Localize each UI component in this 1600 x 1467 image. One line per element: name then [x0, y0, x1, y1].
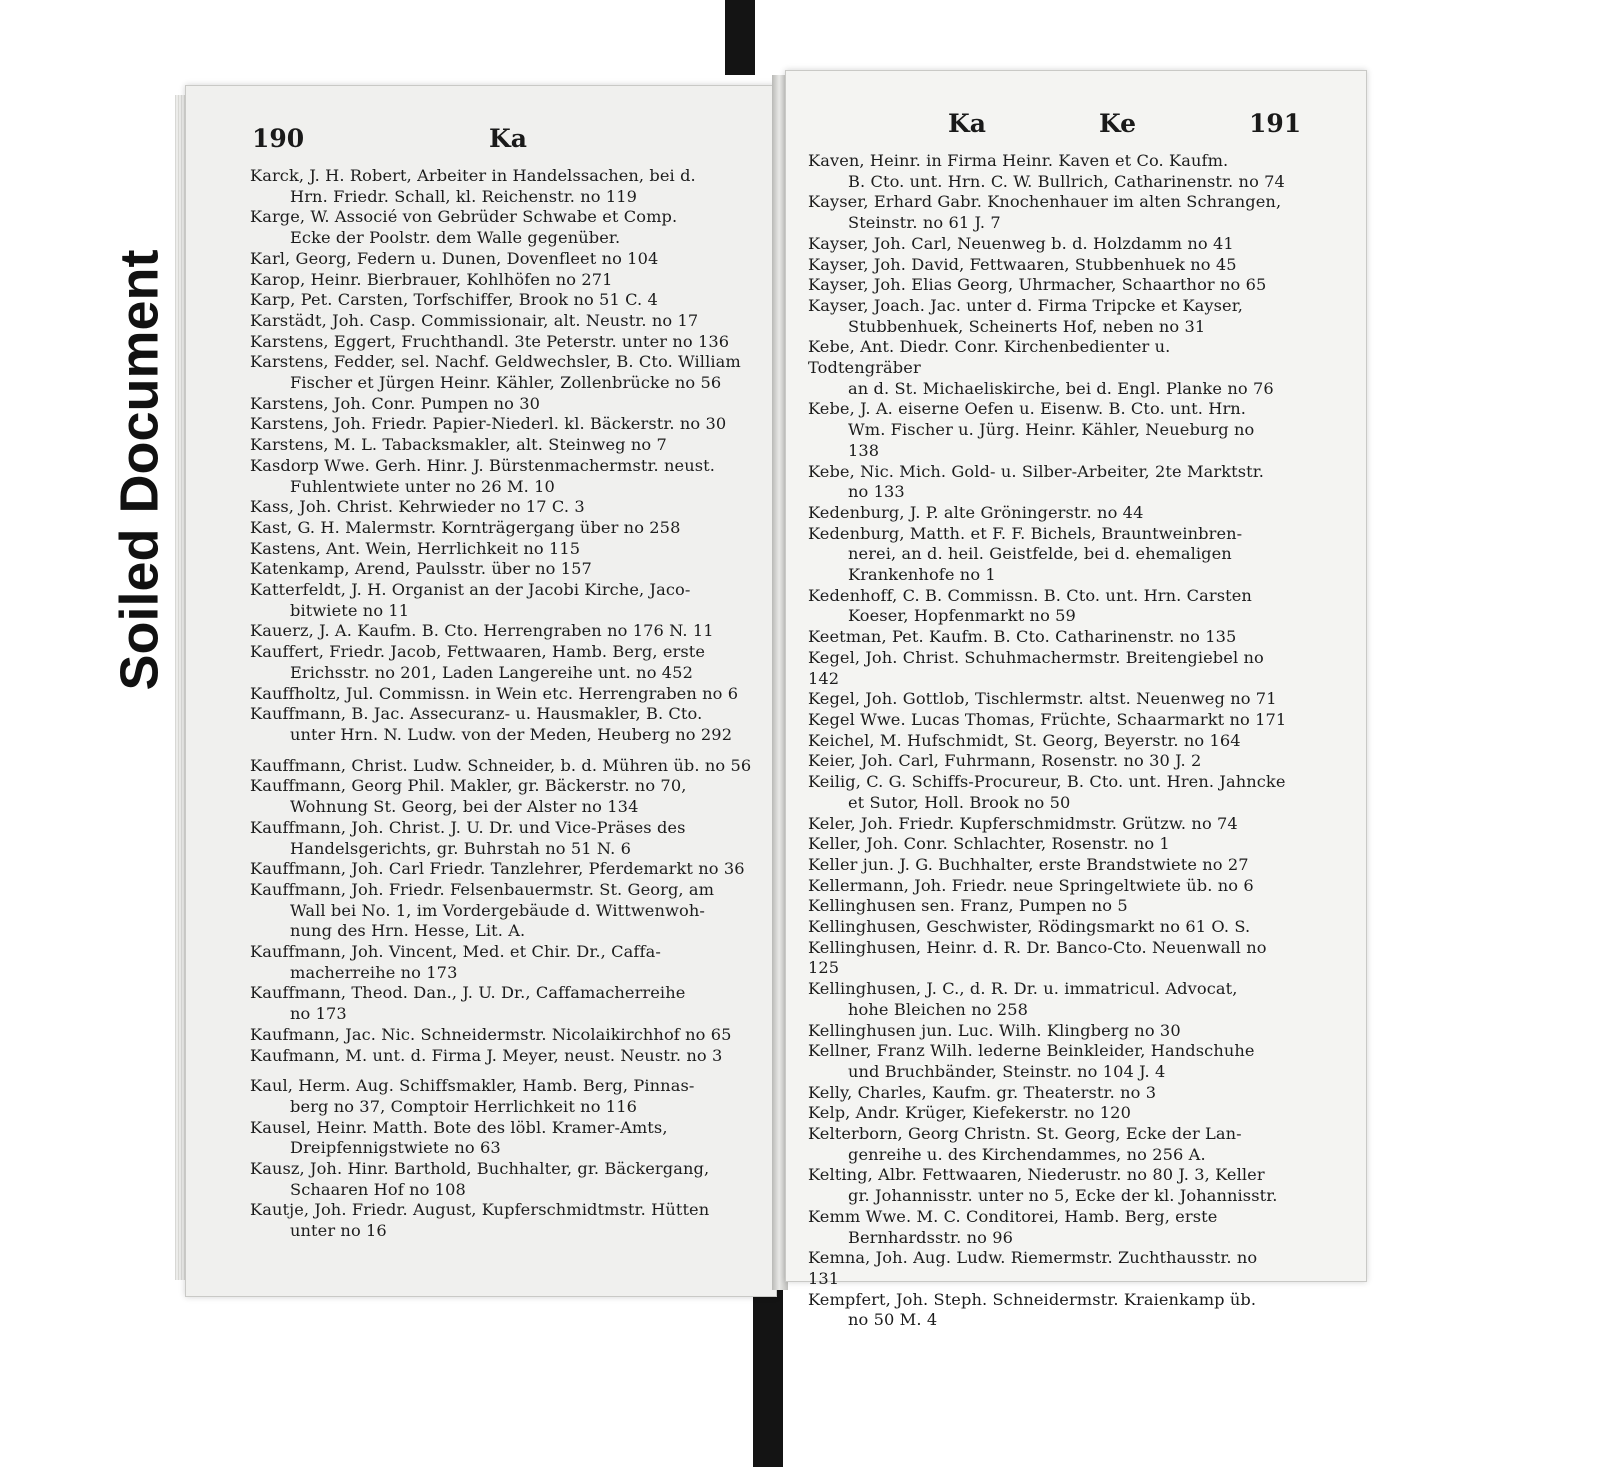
entry-continuation: bitwiete no 11 — [290, 600, 410, 620]
entry-continuation: no 173 — [290, 1004, 347, 1024]
entry-text: Kellinghusen, Geschwister, Rödingsmarkt no 61 O. S. — [808, 917, 1251, 937]
directory-entry — [250, 394, 756, 415]
entry-text: Kayser, Erhard Gabr. Knochenhauer im alten Schrangen, — [808, 192, 1282, 212]
entry-continuation: Hrn. Friedr. Schall, kl. Reichenstr. no 119 — [290, 186, 638, 206]
entry-text: Kegel, Joh. Christ. Schuhmachermstr. Breitengiebel no 142 — [808, 647, 1264, 688]
entry-text: Kaufmann, M. unt. d. Firma J. Meyer, neust. Neustr. no 3 — [250, 1045, 723, 1065]
entry-text: Katenkamp, Arend, Paulsstr. über no 157 — [250, 559, 592, 579]
entry-text: Kemna, Joh. Aug. Ludw. Riemermstr. Zuchthausstr. no 131 — [808, 1248, 1258, 1288]
directory-entry — [250, 539, 756, 560]
directory-entry — [250, 1200, 756, 1241]
entry-continuation: Ecke der Poolstr. dem Walle gegenüber. — [290, 228, 621, 248]
running-head: Ka — [489, 124, 527, 153]
directory-entry — [808, 689, 1288, 710]
entry-text: Kayser, Joh. David, Fettwaaren, Stubbenhuek no 45 — [808, 254, 1237, 274]
directory-entry — [250, 290, 756, 311]
entry-text: Karp, Pet. Carsten, Torfschiffer, Brook no 51 C. 4 — [250, 290, 658, 310]
directory-entry — [250, 435, 756, 456]
directory-entry — [808, 1103, 1288, 1124]
directory-entry — [250, 352, 756, 393]
directory-entry — [808, 399, 1288, 461]
entry-text: Kebe, J. A. eiserne Oefen u. Eisenw. B. Cto. unt. Hrn. — [808, 399, 1247, 419]
directory-entry — [250, 1025, 756, 1046]
entry-text: Keller, Joh. Conr. Schlachter, Rosenstr. no 1 — [808, 834, 1170, 854]
entry-text: Kedenburg, Matth. et F. F. Bichels, Brauntweinbren- — [808, 523, 1243, 543]
entry-gap — [250, 1066, 756, 1076]
entry-text: Kellner, Franz Wilh. lederne Beinkleider, Handschuhe — [808, 1041, 1255, 1061]
entry-continuation: Koeser, Hopfenmarkt no 59 — [848, 606, 1076, 626]
entry-text: Kellermann, Joh. Friedr. neue Springeltwiete üb. no 6 — [808, 875, 1254, 895]
directory-entry — [250, 704, 756, 745]
entry-text: Kebe, Ant. Diedr. Conr. Kirchenbedienter u. Todtengräber — [808, 337, 1171, 378]
directory-entry — [808, 503, 1288, 524]
directory-entry — [808, 834, 1288, 855]
open-book — [175, 70, 1390, 1330]
directory-entry — [808, 648, 1288, 689]
entry-continuation: unter no 16 — [290, 1221, 387, 1241]
label-text: Soiled Document — [110, 249, 171, 691]
running-head-left: Ka — [948, 109, 986, 138]
directory-entry — [808, 524, 1288, 586]
entry-text: Kelp, Andr. Krüger, Kiefekerstr. no 120 — [808, 1103, 1131, 1123]
directory-entry — [808, 1207, 1288, 1248]
entry-text: Kedenhoff, C. B. Commissn. B. Cto. unt. Hrn. Carsten — [808, 585, 1252, 605]
entry-text: Kauffholtz, Jul. Commissn. in Wein etc. Herrengraben no 6 — [250, 683, 739, 703]
directory-entry — [250, 983, 756, 1024]
entry-text: Kemm Wwe. M. C. Conditorei, Hamb. Berg, erste — [808, 1206, 1218, 1226]
directory-entry — [250, 1076, 756, 1117]
entry-text: Karstens, Joh. Conr. Pumpen no 30 — [250, 393, 541, 413]
entry-continuation: Krankenhofe no 1 — [848, 565, 996, 585]
entry-text: Kayser, Joh. Carl, Neuenweg b. d. Holzdamm no 41 — [808, 233, 1234, 253]
directory-entry — [250, 311, 756, 332]
entry-text: Karge, W. Associé von Gebrüder Schwabe et Comp. — [250, 207, 678, 227]
entry-text: Kauffmann, Joh. Christ. J. U. Dr. und Vice-Präses des — [250, 817, 686, 837]
directory-entry — [250, 270, 756, 291]
binding-tape-bottom — [753, 1275, 783, 1467]
page-number: 191 — [1249, 109, 1302, 138]
entry-text: Keller jun. J. G. Buchhalter, erste Brandstwiete no 27 — [808, 854, 1249, 874]
page-number: 190 — [252, 124, 305, 153]
directory-entry — [808, 1083, 1288, 1104]
directory-entry — [808, 772, 1288, 813]
entry-text: Kempfert, Joh. Steph. Schneidermstr. Kraienkamp üb. — [808, 1289, 1257, 1309]
entry-continuation: an d. St. Michaeliskirche, bei d. Engl. Planke no 76 — [848, 378, 1274, 398]
entry-continuation: Erichsstr. no 201, Laden Langereihe unt. no 452 — [290, 662, 693, 682]
entry-continuation: berg no 37, Comptoir Herrlichkeit no 116 — [290, 1096, 637, 1116]
entry-text: Karstens, Joh. Friedr. Papier-Niederl. kl. Bäckerstr. no 30 — [250, 414, 727, 434]
entry-continuation: Schaaren Hof no 108 — [290, 1179, 466, 1199]
directory-entry — [250, 207, 756, 248]
entry-text: Kauffmann, Christ. Ludw. Schneider, b. d. Mühren üb. no 56 — [250, 755, 752, 775]
entry-text: Kauffmann, Joh. Carl Friedr. Tanzlehrer, Pferdemarkt no 36 — [250, 859, 745, 879]
directory-entry — [250, 1046, 756, 1067]
entry-continuation: Stubbenhuek, Scheinerts Hof, neben no 31 — [848, 316, 1206, 336]
entry-text: Kedenburg, J. P. alte Gröningerstr. no 44 — [808, 502, 1144, 522]
entry-text: Karstens, Eggert, Fruchthandl. 3te Peterstr. unter no 136 — [250, 331, 730, 351]
entry-text: Kaven, Heinr. in Firma Heinr. Kaven et Co. Kaufm. — [808, 151, 1229, 170]
entry-text: Kausz, Joh. Hinr. Barthold, Buchhalter, gr. Bäckergang, — [250, 1159, 710, 1179]
directory-entry — [250, 642, 756, 683]
entry-continuation: nerei, an d. heil. Geistfelde, bei d. ehemaligen — [848, 544, 1232, 564]
entry-continuation: hohe Bleichen no 258 — [848, 999, 1029, 1019]
directory-entry — [808, 627, 1288, 648]
directory-entry — [808, 234, 1288, 255]
directory-entry — [250, 518, 756, 539]
entry-continuation: nung des Hrn. Hesse, Lit. A. — [290, 921, 526, 941]
directory-entry — [808, 1165, 1288, 1206]
left-page — [185, 85, 777, 1297]
directory-entry — [808, 1021, 1288, 1042]
entry-text: Kauerz, J. A. Kaufm. B. Cto. Herrengraben no 176 N. 11 — [250, 621, 714, 641]
entry-text: Kayser, Joh. Elias Georg, Uhrmacher, Schaarthor no 65 — [808, 275, 1267, 295]
directory-entry — [250, 332, 756, 353]
binding-tape-top — [725, 0, 755, 75]
directory-entry — [808, 938, 1288, 979]
entry-text: Kass, Joh. Christ. Kehrwieder no 17 C. 3 — [250, 497, 585, 517]
directory-entry — [250, 497, 756, 518]
directory-entry — [250, 756, 756, 777]
directory-entry — [808, 876, 1288, 897]
directory-entry — [250, 684, 756, 705]
entry-continuation: Fuhlentwiete unter no 26 M. 10 — [290, 476, 555, 496]
directory-entry — [250, 414, 756, 435]
directory-entry — [250, 776, 756, 817]
right-page-header — [786, 109, 1366, 149]
entry-text: Karop, Heinr. Bierbrauer, Kohlhöfen no 271 — [250, 269, 613, 289]
entry-text: Kellinghusen, Heinr. d. R. Dr. Banco-Cto. Neuenwall no 125 — [808, 937, 1267, 978]
right-entries-list — [786, 151, 1366, 1331]
directory-entry — [808, 751, 1288, 772]
entry-text: Kaufmann, Jac. Nic. Schneidermstr. Nicolaikirchhof no 65 — [250, 1024, 732, 1044]
directory-entry — [808, 896, 1288, 917]
entry-text: Kauffmann, Joh. Friedr. Felsenbauermstr. St. Georg, am — [250, 879, 715, 899]
entry-gap — [250, 746, 756, 756]
directory-entry — [808, 731, 1288, 752]
directory-entry — [250, 818, 756, 859]
directory-entry — [808, 1124, 1288, 1165]
directory-entry — [808, 586, 1288, 627]
entry-text: Kasdorp Wwe. Gerh. Hinr. J. Bürstenmachermstr. neust. — [250, 455, 716, 475]
entry-continuation: und Bruchbänder, Steinstr. no 104 J. 4 — [848, 1061, 1166, 1081]
directory-entry — [250, 621, 756, 642]
entry-continuation: gr. Johannisstr. unter no 5, Ecke der kl. Johannisstr. — [848, 1186, 1278, 1206]
directory-entry — [250, 580, 756, 621]
entry-continuation: Fischer et Jürgen Heinr. Kähler, Zollenbrücke no 56 — [290, 373, 722, 393]
entry-text: Kayser, Joach. Jac. unter d. Firma Tripcke et Kayser, — [808, 295, 1244, 315]
entry-text: Kausel, Heinr. Matth. Bote des löbl. Kramer-Amts, — [250, 1117, 668, 1137]
entry-text: Keier, Joh. Carl, Fuhrmann, Rosenstr. no 30 J. 2 — [808, 751, 1202, 771]
entry-continuation: no 50 M. 4 — [848, 1310, 938, 1330]
entry-text: Karstädt, Joh. Casp. Commissionair, alt. Neustr. no 17 — [250, 310, 699, 330]
entry-text: Kelly, Charles, Kaufm. gr. Theaterstr. no 3 — [808, 1082, 1157, 1102]
entry-continuation: unter Hrn. N. Ludw. von der Meden, Heuberg no 292 — [290, 724, 733, 744]
directory-entry — [250, 456, 756, 497]
entry-continuation: Wall bei No. 1, im Vordergebäude d. Wittwenwoh- — [290, 900, 705, 920]
directory-entry — [808, 337, 1288, 399]
directory-entry — [808, 710, 1288, 731]
entry-text: Kautje, Joh. Friedr. August, Kupferschmidtmstr. Hütten — [250, 1200, 710, 1220]
entry-text: Kegel, Joh. Gottlob, Tischlermstr. altst. Neuenweg no 71 — [808, 689, 1277, 709]
left-page-header — [186, 124, 776, 164]
soiled-document-label — [100, 210, 180, 730]
entry-continuation: Handelsgerichts, gr. Buhrstah no 51 N. 6 — [290, 838, 631, 858]
directory-entry — [808, 255, 1288, 276]
directory-entry — [808, 1248, 1288, 1289]
entry-text: Kellinghusen, J. C., d. R. Dr. u. immatricul. Advocat, — [808, 979, 1238, 999]
entry-text: Keetman, Pet. Kaufm. B. Cto. Catharinenstr. no 135 — [808, 627, 1237, 647]
directory-entry — [250, 1159, 756, 1200]
directory-entry — [808, 1041, 1288, 1082]
entry-text: Kast, G. H. Malermstr. Kornträgergang über no 258 — [250, 517, 681, 537]
directory-entry — [808, 979, 1288, 1020]
entry-text: Keler, Joh. Friedr. Kupferschmidmstr. Grützw. no 74 — [808, 813, 1238, 833]
running-head-right: Ke — [1099, 109, 1137, 138]
entry-continuation: Bernhardsstr. no 96 — [848, 1227, 1013, 1247]
entry-text: Kelterborn, Georg Christn. St. Georg, Ecke der Lan- — [808, 1124, 1242, 1144]
directory-entry — [808, 855, 1288, 876]
entry-text: Keilig, C. G. Schiffs-Procureur, B. Cto. unt. Hren. Jahncke — [808, 772, 1286, 792]
entry-text: Kauffmann, Georg Phil. Makler, gr. Bäckerstr. no 70, — [250, 776, 687, 796]
entry-continuation: B. Cto. unt. Hrn. C. W. Bullrich, Catharinenstr. no 74 — [848, 171, 1285, 191]
entry-text: Karstens, Fedder, sel. Nachf. Geldwechsler, B. Cto. William — [250, 352, 741, 372]
directory-entry — [808, 1290, 1288, 1331]
entry-continuation: no 133 — [848, 482, 905, 502]
directory-entry — [808, 275, 1288, 296]
directory-entry — [808, 296, 1288, 337]
entry-continuation: macherreihe no 173 — [290, 962, 458, 982]
entry-text: Karck, J. H. Robert, Arbeiter in Handelssachen, bei d. — [250, 166, 696, 185]
entry-continuation: et Sutor, Holl. Brook no 50 — [848, 792, 1071, 812]
directory-entry — [250, 880, 756, 942]
entry-text: Kaul, Herm. Aug. Schiffsmakler, Hamb. Berg, Pinnas- — [250, 1076, 695, 1096]
entry-text: Karl, Georg, Federn u. Dunen, Dovenfleet no 104 — [250, 248, 659, 268]
entry-text: Kauffert, Friedr. Jacob, Fettwaaren, Hamb. Berg, erste — [250, 642, 706, 662]
entry-text: Kauffmann, Theod. Dan., J. U. Dr., Caffamacherreihe — [250, 983, 686, 1003]
entry-text: Kastens, Ant. Wein, Herrlichkeit no 115 — [250, 538, 581, 558]
entry-text: Kellinghusen sen. Franz, Pumpen no 5 — [808, 896, 1128, 916]
directory-entry — [250, 249, 756, 270]
entry-text: Karstens, M. L. Tabacksmakler, alt. Steinweg no 7 — [250, 435, 667, 455]
entry-continuation: genreihe u. des Kirchendammes, no 256 A. — [848, 1144, 1206, 1164]
directory-entry — [808, 192, 1288, 233]
entry-text: Kellinghusen jun. Luc. Wilh. Klingberg no 30 — [808, 1020, 1181, 1040]
left-entries-list — [186, 166, 776, 1242]
directory-entry — [250, 166, 756, 207]
directory-entry — [250, 1118, 756, 1159]
entry-continuation: Wohnung St. Georg, bei der Alster no 134 — [290, 797, 639, 817]
directory-entry — [250, 942, 756, 983]
entry-text: Kauffmann, B. Jac. Assecuranz- u. Hausmakler, B. Cto. — [250, 704, 703, 724]
directory-entry — [808, 462, 1288, 503]
directory-entry — [808, 917, 1288, 938]
entry-continuation: Wm. Fischer u. Jürg. Heinr. Kähler, Neueburg no 138 — [848, 420, 1255, 460]
right-page — [785, 70, 1367, 1330]
entry-text: Keichel, M. Hufschmidt, St. Georg, Beyerstr. no 164 — [808, 730, 1241, 750]
entry-text: Kelting, Albr. Fettwaaren, Niederustr. no 80 J. 3, Keller — [808, 1165, 1265, 1185]
entry-text: Kegel Wwe. Lucas Thomas, Früchte, Schaarmarkt no 171 — [808, 709, 1287, 729]
entry-continuation: Dreipfennigstwiete no 63 — [290, 1138, 501, 1158]
directory-entry — [808, 814, 1288, 835]
directory-entry — [250, 859, 756, 880]
entry-text: Kebe, Nic. Mich. Gold- u. Silber-Arbeiter, 2te Marktstr. — [808, 461, 1265, 481]
directory-entry — [808, 151, 1288, 192]
entry-continuation: Steinstr. no 61 J. 7 — [848, 213, 1001, 233]
entry-text: Katterfeldt, J. H. Organist an der Jacobi Kirche, Jaco- — [250, 580, 691, 600]
directory-entry — [250, 559, 756, 580]
entry-text: Kauffmann, Joh. Vincent, Med. et Chir. Dr., Caffa- — [250, 942, 661, 962]
